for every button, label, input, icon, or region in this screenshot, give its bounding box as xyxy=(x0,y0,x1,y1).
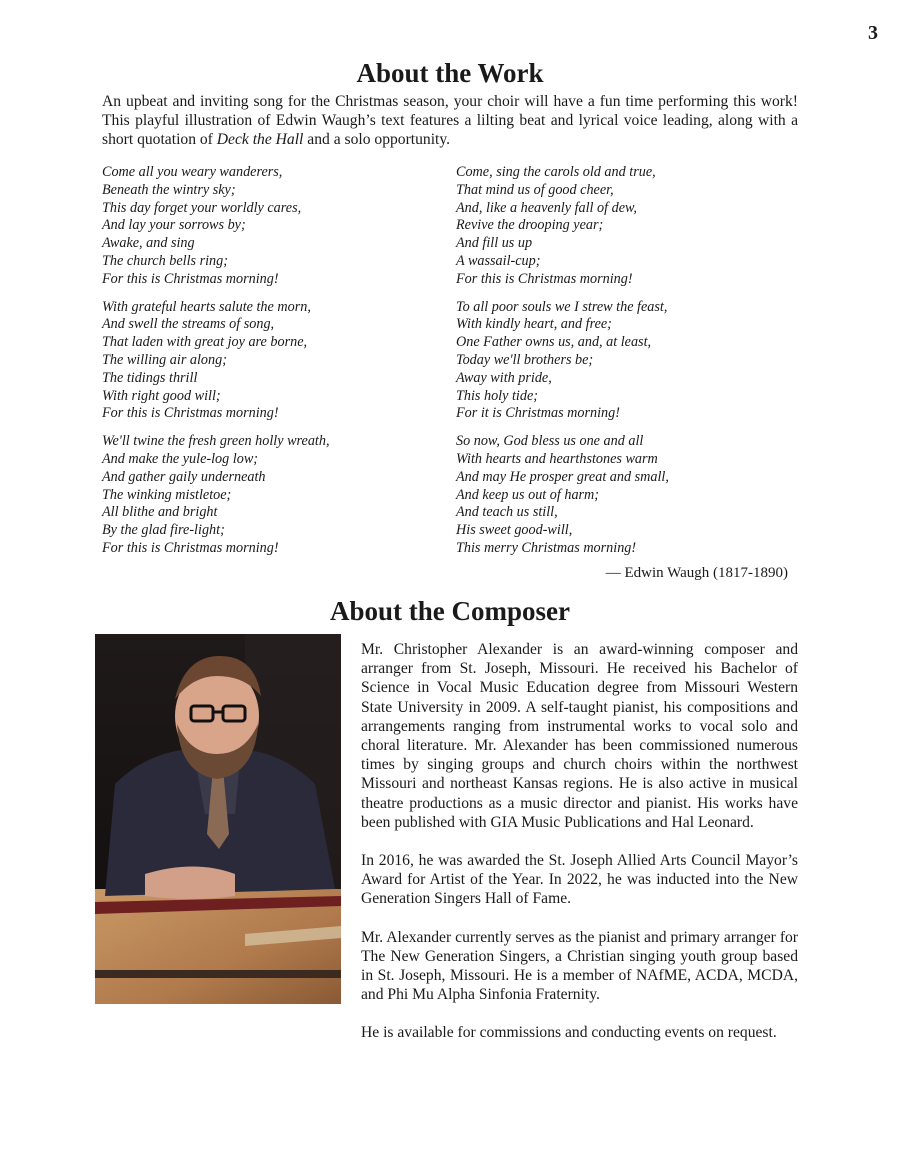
poem-line: To all poor souls we I strew the feast, xyxy=(456,298,668,315)
bio-paragraph: Mr. Alexander currently serves as the pianist and primary arranger for The New Generation Singers, a Christian singing youth group based in St. Joseph, Missouri. He is a member of NAfME, ACDA, MCDA, and Phi Mu Alpha Sinfonia Fraternity. xyxy=(361,928,798,1004)
about-work-title: About the Work xyxy=(356,58,544,88)
poem-line: That laden with great joy are borne, xyxy=(102,334,308,351)
poem-line: That mind us of good cheer, xyxy=(456,181,614,198)
about-composer-title: About the Composer xyxy=(330,596,570,626)
poem-line: With hearts and hearthstones warm xyxy=(456,450,658,467)
poem-line: And fill us up xyxy=(456,235,533,252)
poem-line: And may He prosper great and small, xyxy=(456,468,669,485)
intro-text-end: and a solo opportunity. xyxy=(303,131,451,148)
poem-line: For this is Christmas morning! xyxy=(456,270,633,287)
poem-line: The church bells ring; xyxy=(102,252,228,269)
poem-line: And swell the streams of song, xyxy=(102,316,275,333)
work-intro xyxy=(102,92,798,149)
bio-paragraph: He is available for commissions and conducting events on request. xyxy=(361,1024,777,1042)
poem-line: Beneath the wintry sky; xyxy=(102,181,236,198)
intro-text: An upbeat and inviting song for the Christmas season, your choir will have a fun time performing this work! This playful illustration of Edwin Waugh’s text features a lilting beat and lyrical voice leading, along with a short quotation of xyxy=(102,93,798,148)
poem-line: Come all you weary wanderers, xyxy=(102,164,283,180)
poem-line: And lay your sorrows by; xyxy=(102,217,246,234)
poem-left-column xyxy=(102,164,432,568)
poem-right-column xyxy=(456,164,786,568)
poem-stanza xyxy=(102,299,432,424)
composer-bio xyxy=(361,640,798,1062)
poem-line: This holy tide; xyxy=(456,387,538,404)
poem-line: Revive the drooping year; xyxy=(456,217,604,234)
poem-line: So now, God bless us one and all xyxy=(456,433,644,450)
poem-line: And gather gaily underneath xyxy=(102,468,266,485)
poem-line: By the glad fire-light; xyxy=(102,522,225,539)
poem-line: All blithe and bright xyxy=(102,504,218,521)
poem-line: With grateful hearts salute the morn, xyxy=(102,298,311,315)
poem-line: Today we'll brothers be; xyxy=(456,351,594,368)
poem-stanza xyxy=(102,164,432,289)
poem-stanza xyxy=(456,299,786,424)
poem-line: One Father owns us, and, at least, xyxy=(456,334,652,351)
poem-line: The willing air along; xyxy=(102,351,227,368)
poem-line: For this is Christmas morning! xyxy=(102,270,279,287)
composer-photo xyxy=(95,634,341,1004)
poem-line: The tidings thrill xyxy=(102,369,198,386)
poem-line: Away with pride, xyxy=(456,369,552,386)
bio-paragraph: In 2016, he was awarded the St. Joseph Allied Arts Council Mayor’s Award for Artist of the Year. In 2022, he was inducted into the New Generation Singers Hall of Fame. xyxy=(361,852,798,908)
poem-attribution: — Edwin Waugh (1817-1890) xyxy=(605,565,788,581)
poem-line: Awake, and sing xyxy=(102,235,195,252)
poem-line: With right good will; xyxy=(102,387,221,404)
poem-line: We'll twine the fresh green holly wreath, xyxy=(102,433,330,450)
poem-line: A wassail-cup; xyxy=(456,252,541,269)
poem-line: For this is Christmas morning! xyxy=(102,405,279,422)
poem-stanza xyxy=(102,433,432,558)
poem-line: This day forget your worldly cares, xyxy=(102,199,302,216)
poem-line: His sweet good-will, xyxy=(456,522,573,539)
poem-line: For this is Christmas morning! xyxy=(102,539,279,556)
page-number: 3 xyxy=(868,22,878,44)
poem-line: And make the yule-log low; xyxy=(102,450,259,467)
poem-line: And keep us out of harm; xyxy=(456,486,600,503)
poem-line: The winking mistletoe; xyxy=(102,486,232,503)
poem-line: This merry Christmas morning! xyxy=(456,539,637,556)
poem-stanza xyxy=(456,433,786,558)
poem-line: Come, sing the carols old and true, xyxy=(456,164,656,180)
poem-line: And teach us still, xyxy=(456,504,558,521)
intro-song-title: Deck the Hall xyxy=(216,131,304,148)
poem-stanza xyxy=(456,164,786,289)
poem-line: With kindly heart, and free; xyxy=(456,316,612,333)
poem-line: And, like a heavenly fall of dew, xyxy=(456,199,637,216)
poem-line: For it is Christmas morning! xyxy=(456,405,620,422)
bio-paragraph: Mr. Christopher Alexander is an award-winning composer and arranger from St. Joseph, Missouri. He received his Bachelor of Science in Vocal Music Education degree from Missouri Western State University in 2009. A self-taught pianist, his compositions and arrangements ranging from instrumental works to vocal solo and choral literature. Mr. Alexander has been commissioned numerous times by singing groups and church choirs within the northwest Missouri and northeast Kansas regions. He is also active in musical theatre productions as a music director and pianist. His works have been published with GIA Music Publications and Hal Leonard. xyxy=(361,641,798,831)
